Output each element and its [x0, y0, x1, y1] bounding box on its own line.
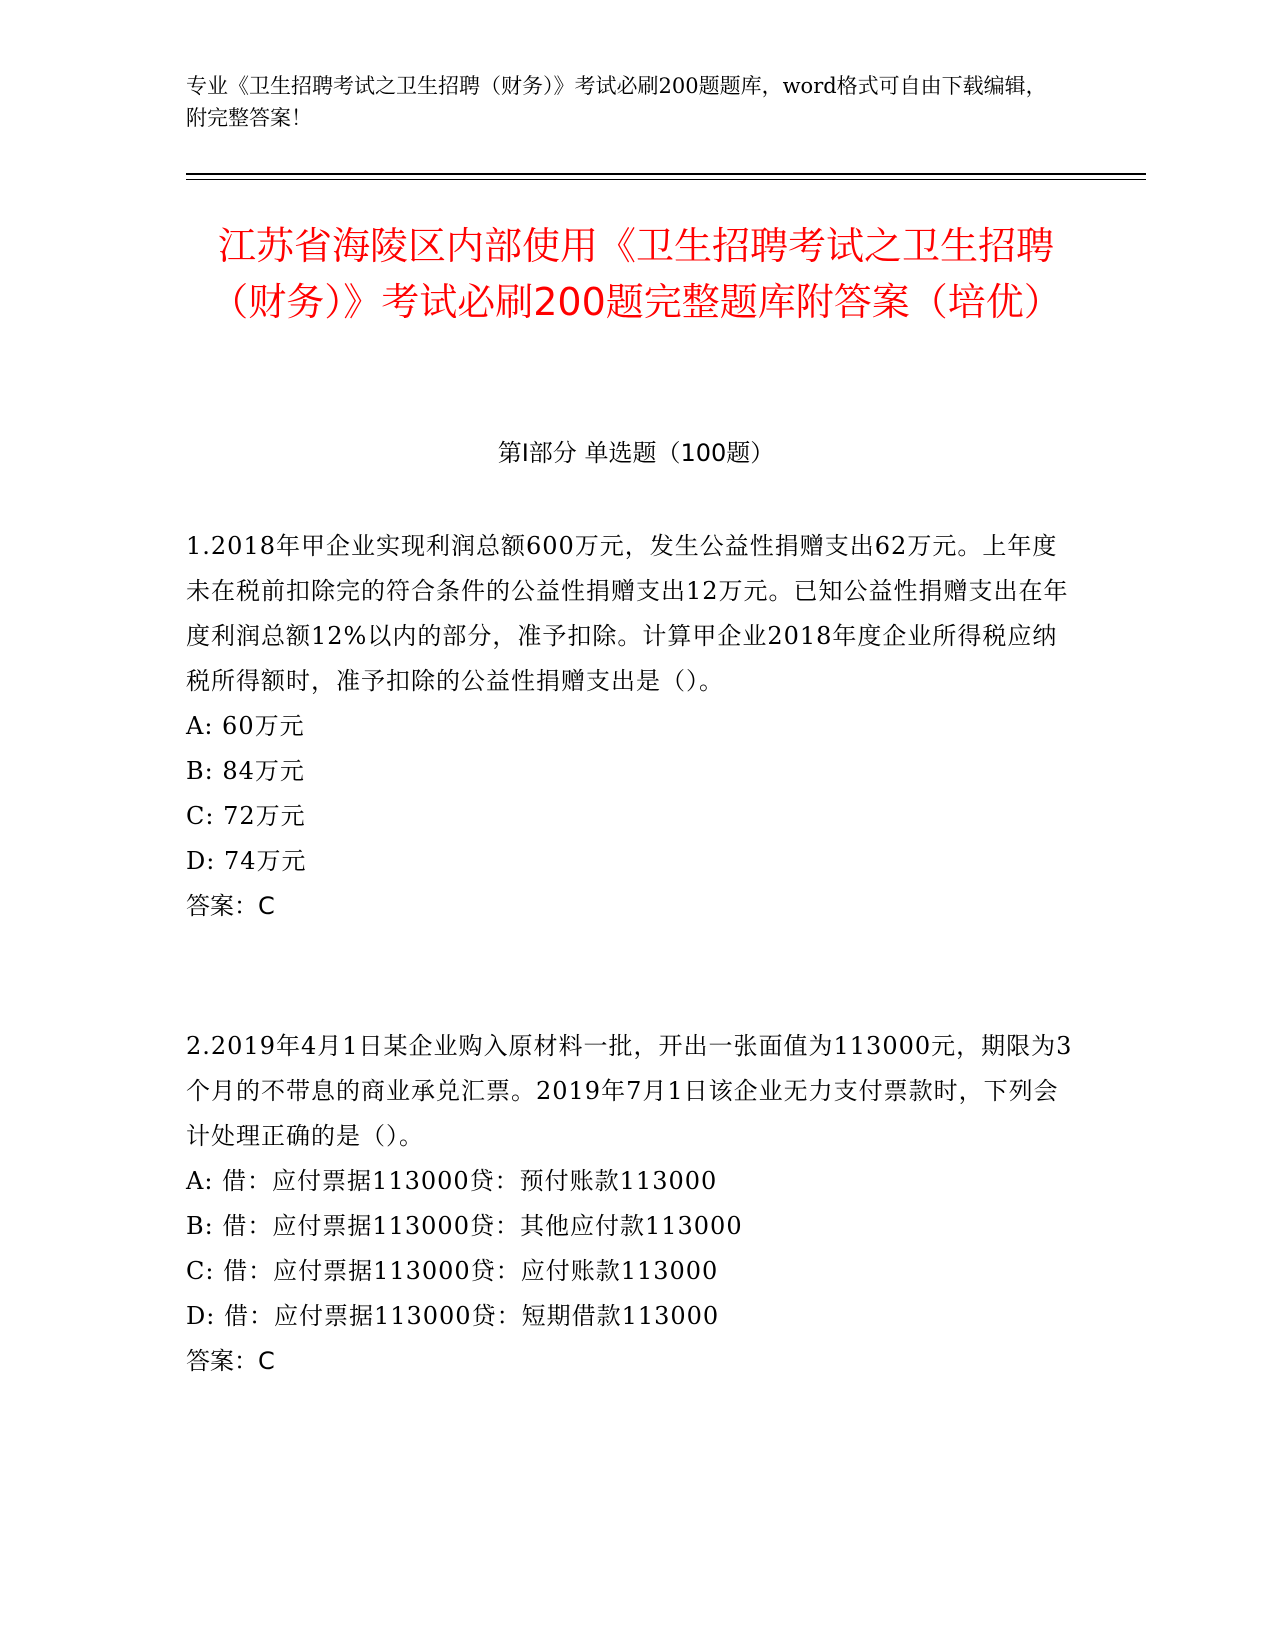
answer: 答案：C [186, 1347, 275, 1375]
header-rule-thin [186, 179, 1146, 180]
header-note: 专业《卫生招聘考试之卫生招聘（财务）》考试必刷200题题库，word格式可自由下载编辑，附完整答案！ [186, 74, 1047, 130]
question-1 [186, 524, 1076, 929]
option-a: A: 60万元 [186, 712, 305, 740]
option-d: D: 借：应付票据113000贷：短期借款113000 [186, 1302, 720, 1330]
option-c: C: 72万元 [186, 802, 306, 830]
option-b: B: 借：应付票据113000贷：其他应付款113000 [186, 1212, 743, 1240]
question-stem: 2.2019年4月1日某企业购入原材料一批，开出一张面值为113000元，期限为3个月的不带息的商业承兑汇票。2019年7月1日该企业无力支付票款时，下列会计处理正确的是（）。 [186, 1032, 1073, 1150]
section-title: 第Ⅰ部分 单选题（100题） [497, 439, 775, 467]
answer: 答案：C [186, 892, 275, 920]
header-rule-thick [186, 173, 1146, 175]
option-a: A: 借：应付票据113000贷：预付账款113000 [186, 1167, 718, 1195]
question-stem: 1.2018年甲企业实现利润总额600万元，发生公益性捐赠支出62万元。上年度未在税前扣除完的符合条件的公益性捐赠支出12万元。已知公益性捐赠支出在年度利润总额12%以内的部分，准予扣除。计算甲企业2018年度企业所得税应纳税所得额时，准予扣除的公益性捐赠支出是（）。 [186, 532, 1069, 695]
question-2 [186, 1024, 1076, 1384]
option-d: D: 74万元 [186, 847, 307, 875]
option-b: B: 84万元 [186, 757, 305, 785]
option-c: C: 借：应付票据113000贷：应付账款113000 [186, 1257, 719, 1285]
document-title: 江苏省海陵区内部使用《卫生招聘考试之卫生招聘（财务）》考试必刷200题完整题库附答案（培优） [210, 224, 1062, 324]
